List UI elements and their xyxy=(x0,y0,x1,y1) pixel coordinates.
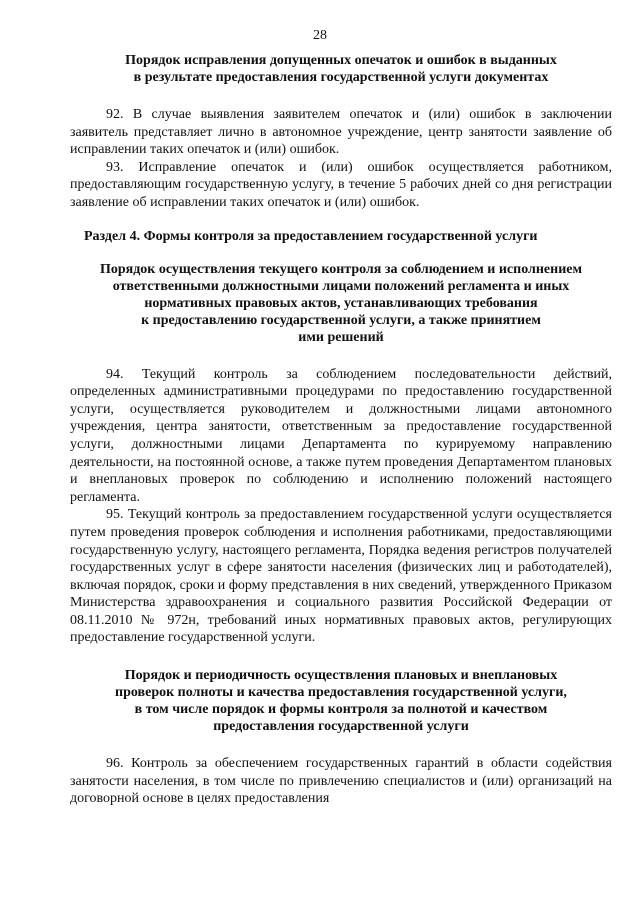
heading-inspections xyxy=(70,667,612,735)
document-content xyxy=(70,52,612,808)
heading-line: нормативных правовых актов, устанавливающих требования xyxy=(144,295,538,311)
paragraph-95: 95. Текущий контроль за предоставлением государственной услуги осуществляется путем проведения проверок соблюдения и исполнения работниками, предоставляющими государственную услугу, настоящего регламента, Порядка ведения регистров получателей государственных услуг в сфере занятости населения (физических лиц и работодателей), включая порядок, сроки и форму представления в них сведений, утвержденного Приказом Министерства здравоохранения и социального развития Российской Федерации от 08.11.2010 № 972н, требований иных нормативных правовых актов, регулирующих предоставление государственной услуги. xyxy=(70,507,612,646)
paragraph-93: 93. Исправление опечаток и (или) ошибок осуществляется работником, предоставляющим государственную услугу, в течение 5 рабочих дней со дня регистрации заявление об исправлении таких опечаток и (или) ошибок. xyxy=(70,159,612,210)
heading-line: проверок полноты и качества предоставления государственной услуги, xyxy=(115,685,567,701)
heading-current-control xyxy=(70,261,612,346)
heading-line: Порядок исправления допущенных опечаток и ошибок в выданных xyxy=(125,53,557,68)
paragraph-92: 92. В случае выявления заявителем опечаток и (или) ошибок в заключении заявитель представляет лично в автономное учреждение, центр занятости заявление об исправлении таких опечаток и (или) ошибок. xyxy=(70,107,612,158)
heading-line: ими решений xyxy=(298,329,384,345)
heading-line: к предоставлению государственной услуги, а также принятием xyxy=(141,312,541,328)
heading-line: в том числе порядок и формы контроля за полнотой и качеством xyxy=(134,702,548,718)
heading-line: ответственными должностными лицами положений регламента и иных xyxy=(112,278,570,294)
heading-typo-correction xyxy=(70,52,612,86)
page-number: 28 xyxy=(313,28,327,43)
heading-line: Порядок осуществления текущего контроля за соблюдением и исполнением xyxy=(99,261,583,277)
heading-line: Порядок и периодичность осуществления плановых и внеплановых xyxy=(124,668,558,684)
paragraph-96: 96. Контроль за обеспечением государственных гарантий в области содействия занятости населения, в том числе по привлечению специалистов и (или) организаций на договорной основе в целях предоставления xyxy=(70,756,612,807)
section-4-title: Раздел 4. Формы контроля за предоставлением государственной услуги xyxy=(84,228,538,244)
heading-line: предоставления государственной услуги xyxy=(213,719,469,735)
paragraph-94: 94. Текущий контроль за соблюдением последовательности действий, определенных административными процедурами по предоставлению государственной услуги, осуществляется руководителем и должностными лицами автономного учреждения, центра занятости, ответственным за предоставление государственной услуги, должностными лицами Департамента по курируемому направлению деятельности, на постоянной основе, а также путем проведения Департаментом плановых и внеплановых проверок по соблюдению и исполнению положений настоящего регламента. xyxy=(70,366,612,505)
heading-line: в результате предоставления государственной услуги документах xyxy=(133,70,549,85)
